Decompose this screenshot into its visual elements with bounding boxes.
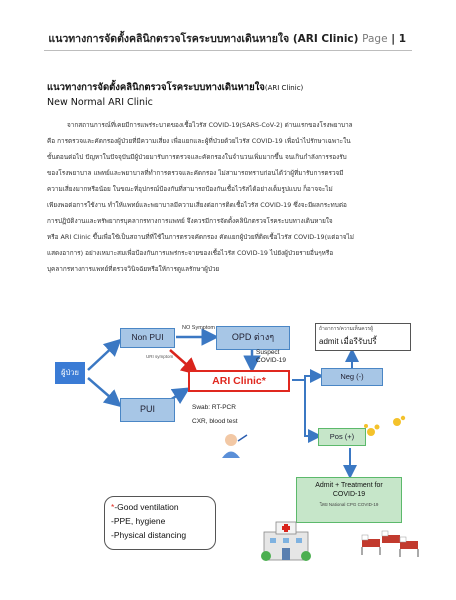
section-title-th: แนวทางการจัดตั้งคลินิกตรวจโรคระบบทางเดินหายใจ xyxy=(47,82,265,93)
section-title xyxy=(47,80,303,95)
neg-box xyxy=(321,368,383,386)
body-line: การปฏิบัติงานและทรัพยากรบุคลากรทางการแพทย์ จึงควรมีการจัดตั้งคลินิกตรวจโรคระบบทางเดินหายใจ xyxy=(47,217,333,225)
page-label: Page xyxy=(362,33,388,45)
no-symptom-label: NO Symptom xyxy=(182,325,216,331)
pos-box xyxy=(318,428,366,446)
opd-box xyxy=(216,326,290,350)
body-line: แสดงอาการ) อย่างเหมาะสมเพื่อป้องกันการแพร่กระจายของเชื้อไวรัส COVID-19 ไปยังผู้ป่วยรายอื่นๆหรือ xyxy=(47,249,334,257)
admit-treatment-line: COVID-19 xyxy=(332,491,366,498)
note-item: -Physical distancing xyxy=(111,530,187,540)
note-item xyxy=(111,500,209,514)
suspect-label xyxy=(256,349,286,365)
ari-flow-diagram xyxy=(0,300,456,590)
admit-sub-label: โดย National CPG COVID-19 xyxy=(319,502,379,507)
arrow-ari-neg xyxy=(292,376,320,380)
suspect-line: Suspect xyxy=(256,349,280,356)
notes-star: * xyxy=(111,502,115,512)
non-pui-label: Non PUI xyxy=(131,332,164,342)
non-pui-box xyxy=(120,328,175,348)
arrow-nonpui-ari xyxy=(170,350,195,372)
header-title xyxy=(48,30,406,47)
arrow-patient-pui xyxy=(88,378,118,404)
uri-symptom-label: URI symptom xyxy=(146,354,174,359)
ari-clinic-label: ARI Clinic* xyxy=(212,375,266,387)
body-line: ของโรงพยาบาล แพทย์และพยาบาลที่ทำการตรวจและคัดกรอง ไม่สามารถทราบก่อนได้ว่าผู้ที่มารับการตรวจมี xyxy=(47,169,344,177)
header-title-text: แนวทางการจัดตั้งคลินิกตรวจโรคระบบทางเดินหายใจ (ARI Clinic) xyxy=(48,33,359,45)
page-separator: | xyxy=(391,33,396,45)
line-ari-pos xyxy=(305,380,318,436)
cxr-label: CXR, blood test xyxy=(192,418,238,425)
hospital-beds-icon xyxy=(360,525,420,561)
arrow-patient-nonpui xyxy=(88,342,118,370)
swab-label: Swab: RT-PCR xyxy=(192,404,236,411)
patient-label: ผู้ป่วย xyxy=(61,368,79,377)
section-subtitle: New Normal ARI Clinic xyxy=(47,97,153,108)
note-item: -PPE, hygiene xyxy=(111,516,166,526)
body-line: เพียงพอต่อการใช้งาน ทำให้แพทย์และพยาบาลมีความเสี่ยงต่อการติดเชื้อไวรัส COVID-19 ซึ่งจะมีผลกระทบต่อ xyxy=(47,201,347,209)
hospital-icon xyxy=(260,518,312,562)
page-header xyxy=(0,30,456,52)
body-paragraph xyxy=(47,117,413,277)
pui-label: PUI xyxy=(139,404,155,414)
admit-note-main: admit เมื่อรีรับปรี้ xyxy=(319,337,377,346)
body-line: ขั้นตอนต่อไป ปัญหาในปัจจุบันมีผู้ป่วยมารับการตรวจและคัดกรองในจำนวนเพิ่มมากขึ้น จนเกินกำลังการรองรับ xyxy=(47,153,347,161)
section-title-en: (ARI Clinic) xyxy=(264,84,304,92)
admit-treatment-line: Admit + Treatment for xyxy=(315,482,383,489)
neg-label: Neg (-) xyxy=(340,372,364,381)
swab-test-icon xyxy=(218,430,248,460)
page-number: 1 xyxy=(398,33,406,45)
notes-box xyxy=(104,496,216,550)
pos-label: Pos (+) xyxy=(329,432,355,441)
body-line: หรือ ARI Clinic ขึ้นเพื่อใช้เป็นสถานที่ที่ใช้ในการตรวจคัดกรอง คัดแยกผู้ป่วยที่ติดเชื้อไวรัส COVID-19(แต่อาจไม่ xyxy=(47,233,354,241)
admit-treatment-box xyxy=(296,477,402,523)
virus-icon xyxy=(393,416,405,426)
ari-clinic-box xyxy=(188,370,290,392)
patient-box xyxy=(55,362,85,384)
admit-note-box xyxy=(315,323,411,351)
pui-box xyxy=(120,398,175,422)
body-line: คือ การตรวจและคัดกรองผู้ป่วยที่มีความเสี่ยง เพื่อแยกและผู้ที่ป่วยด้วยไวรัส COVID-19 เพื่อนำไปรักษาเฉพาะใน xyxy=(47,137,351,145)
virus-icon xyxy=(364,424,380,436)
header-divider xyxy=(44,50,412,51)
body-line: บุคลากรทางการแพทย์ที่ตรวจวินิจฉัยหรือให้การดูแลรักษาผู้ป่วย xyxy=(47,265,220,273)
body-line: ความเสี่ยงมากหรือน้อย ในขณะที่อุปกรณ์ป้องกันที่สามารถป้องกันเชื้อไวรัสได้อย่างเต็มรูปแบบ ก็อาจจะไม่ xyxy=(47,185,333,193)
suspect-line: COVID-19 xyxy=(256,357,286,364)
admit-note-top: ถ้าอาการ/ความเห็นควรผู้ xyxy=(319,326,374,332)
note-text: -Good ventilation xyxy=(114,502,179,512)
opd-label: OPD ต่างๆ xyxy=(231,332,275,342)
body-line: จากสถานการณ์ที่เคยมีการแพร่ระบาดของเชื้อไวรัส COVID-19(SARS-CoV-2) ด่านแรกของโรงพยาบาล xyxy=(67,121,353,129)
